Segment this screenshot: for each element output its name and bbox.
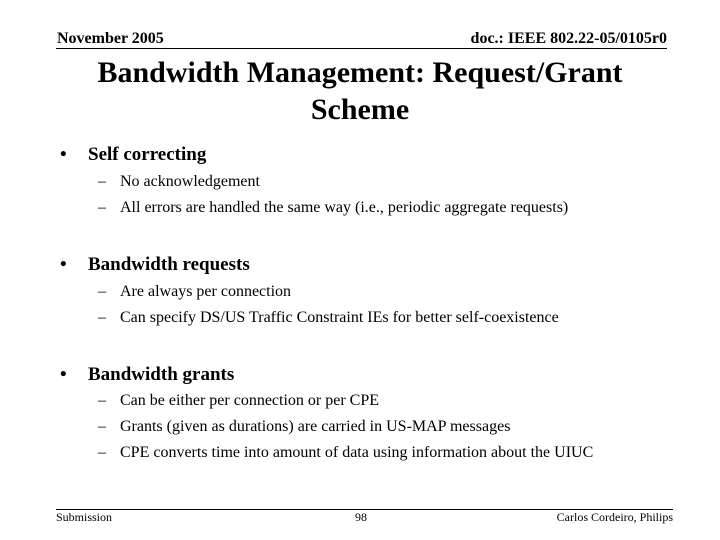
sub-bullet-text: Can be either per connection or per CPE — [120, 392, 380, 409]
slide-title-line-1: Bandwidth Management: Request/Grant — [97, 56, 623, 89]
sub-bullet-marker: – — [98, 444, 106, 461]
bullet-marker: • — [60, 254, 67, 275]
sub-bullet-text: CPE converts time into amount of data using information about the UIUC — [120, 444, 594, 461]
sub-bullet-marker: – — [98, 309, 106, 326]
bullet-self-correcting — [60, 144, 206, 166]
bullet-label: Bandwidth requests — [88, 254, 250, 275]
bullet-bandwidth-requests — [60, 254, 250, 276]
bullet-bandwidth-grants — [60, 364, 234, 386]
bullet-marker: • — [60, 364, 67, 385]
slide-title — [40, 54, 680, 128]
sub-bullet-text: Grants (given as durations) are carried in US-MAP messages — [120, 418, 511, 435]
sub-bullet-traffic-constraint — [98, 308, 559, 327]
footer-submission: Submission — [56, 510, 113, 524]
sub-bullet-connection-or-cpe — [98, 391, 379, 410]
header-doc-id: doc.: IEEE 802.22-05/0105r0 — [470, 30, 667, 47]
sub-bullet-marker: – — [98, 199, 106, 216]
sub-bullet-errors-handled — [98, 198, 568, 217]
bullet-marker: • — [60, 144, 67, 165]
sub-bullet-marker: – — [98, 392, 106, 409]
sub-bullet-text: No acknowledgement — [120, 173, 260, 190]
sub-bullet-us-map — [98, 417, 510, 436]
slide-title-line-2: Scheme — [310, 93, 410, 126]
sub-bullet-uiuc — [98, 443, 593, 462]
footer-author: Carlos Cordeiro, Philips — [556, 510, 673, 524]
header-divider — [56, 48, 667, 49]
sub-bullet-no-ack — [98, 172, 260, 191]
sub-bullet-text: All errors are handled the same way (i.e., periodic aggregate requests) — [120, 199, 569, 216]
header-date: November 2005 — [57, 30, 164, 47]
sub-bullet-marker: – — [98, 418, 106, 435]
sub-bullet-text: Are always per connection — [120, 283, 292, 300]
sub-bullet-per-connection — [98, 282, 291, 301]
sub-bullet-text: Can specify DS/US Traffic Constraint IEs for better self-coexistence — [120, 309, 559, 326]
bullet-label: Bandwidth grants — [88, 364, 235, 385]
bullet-label: Self correcting — [88, 144, 207, 165]
sub-bullet-marker: – — [98, 283, 106, 300]
footer-page-number: 98 — [355, 510, 367, 524]
sub-bullet-marker: – — [98, 173, 106, 190]
